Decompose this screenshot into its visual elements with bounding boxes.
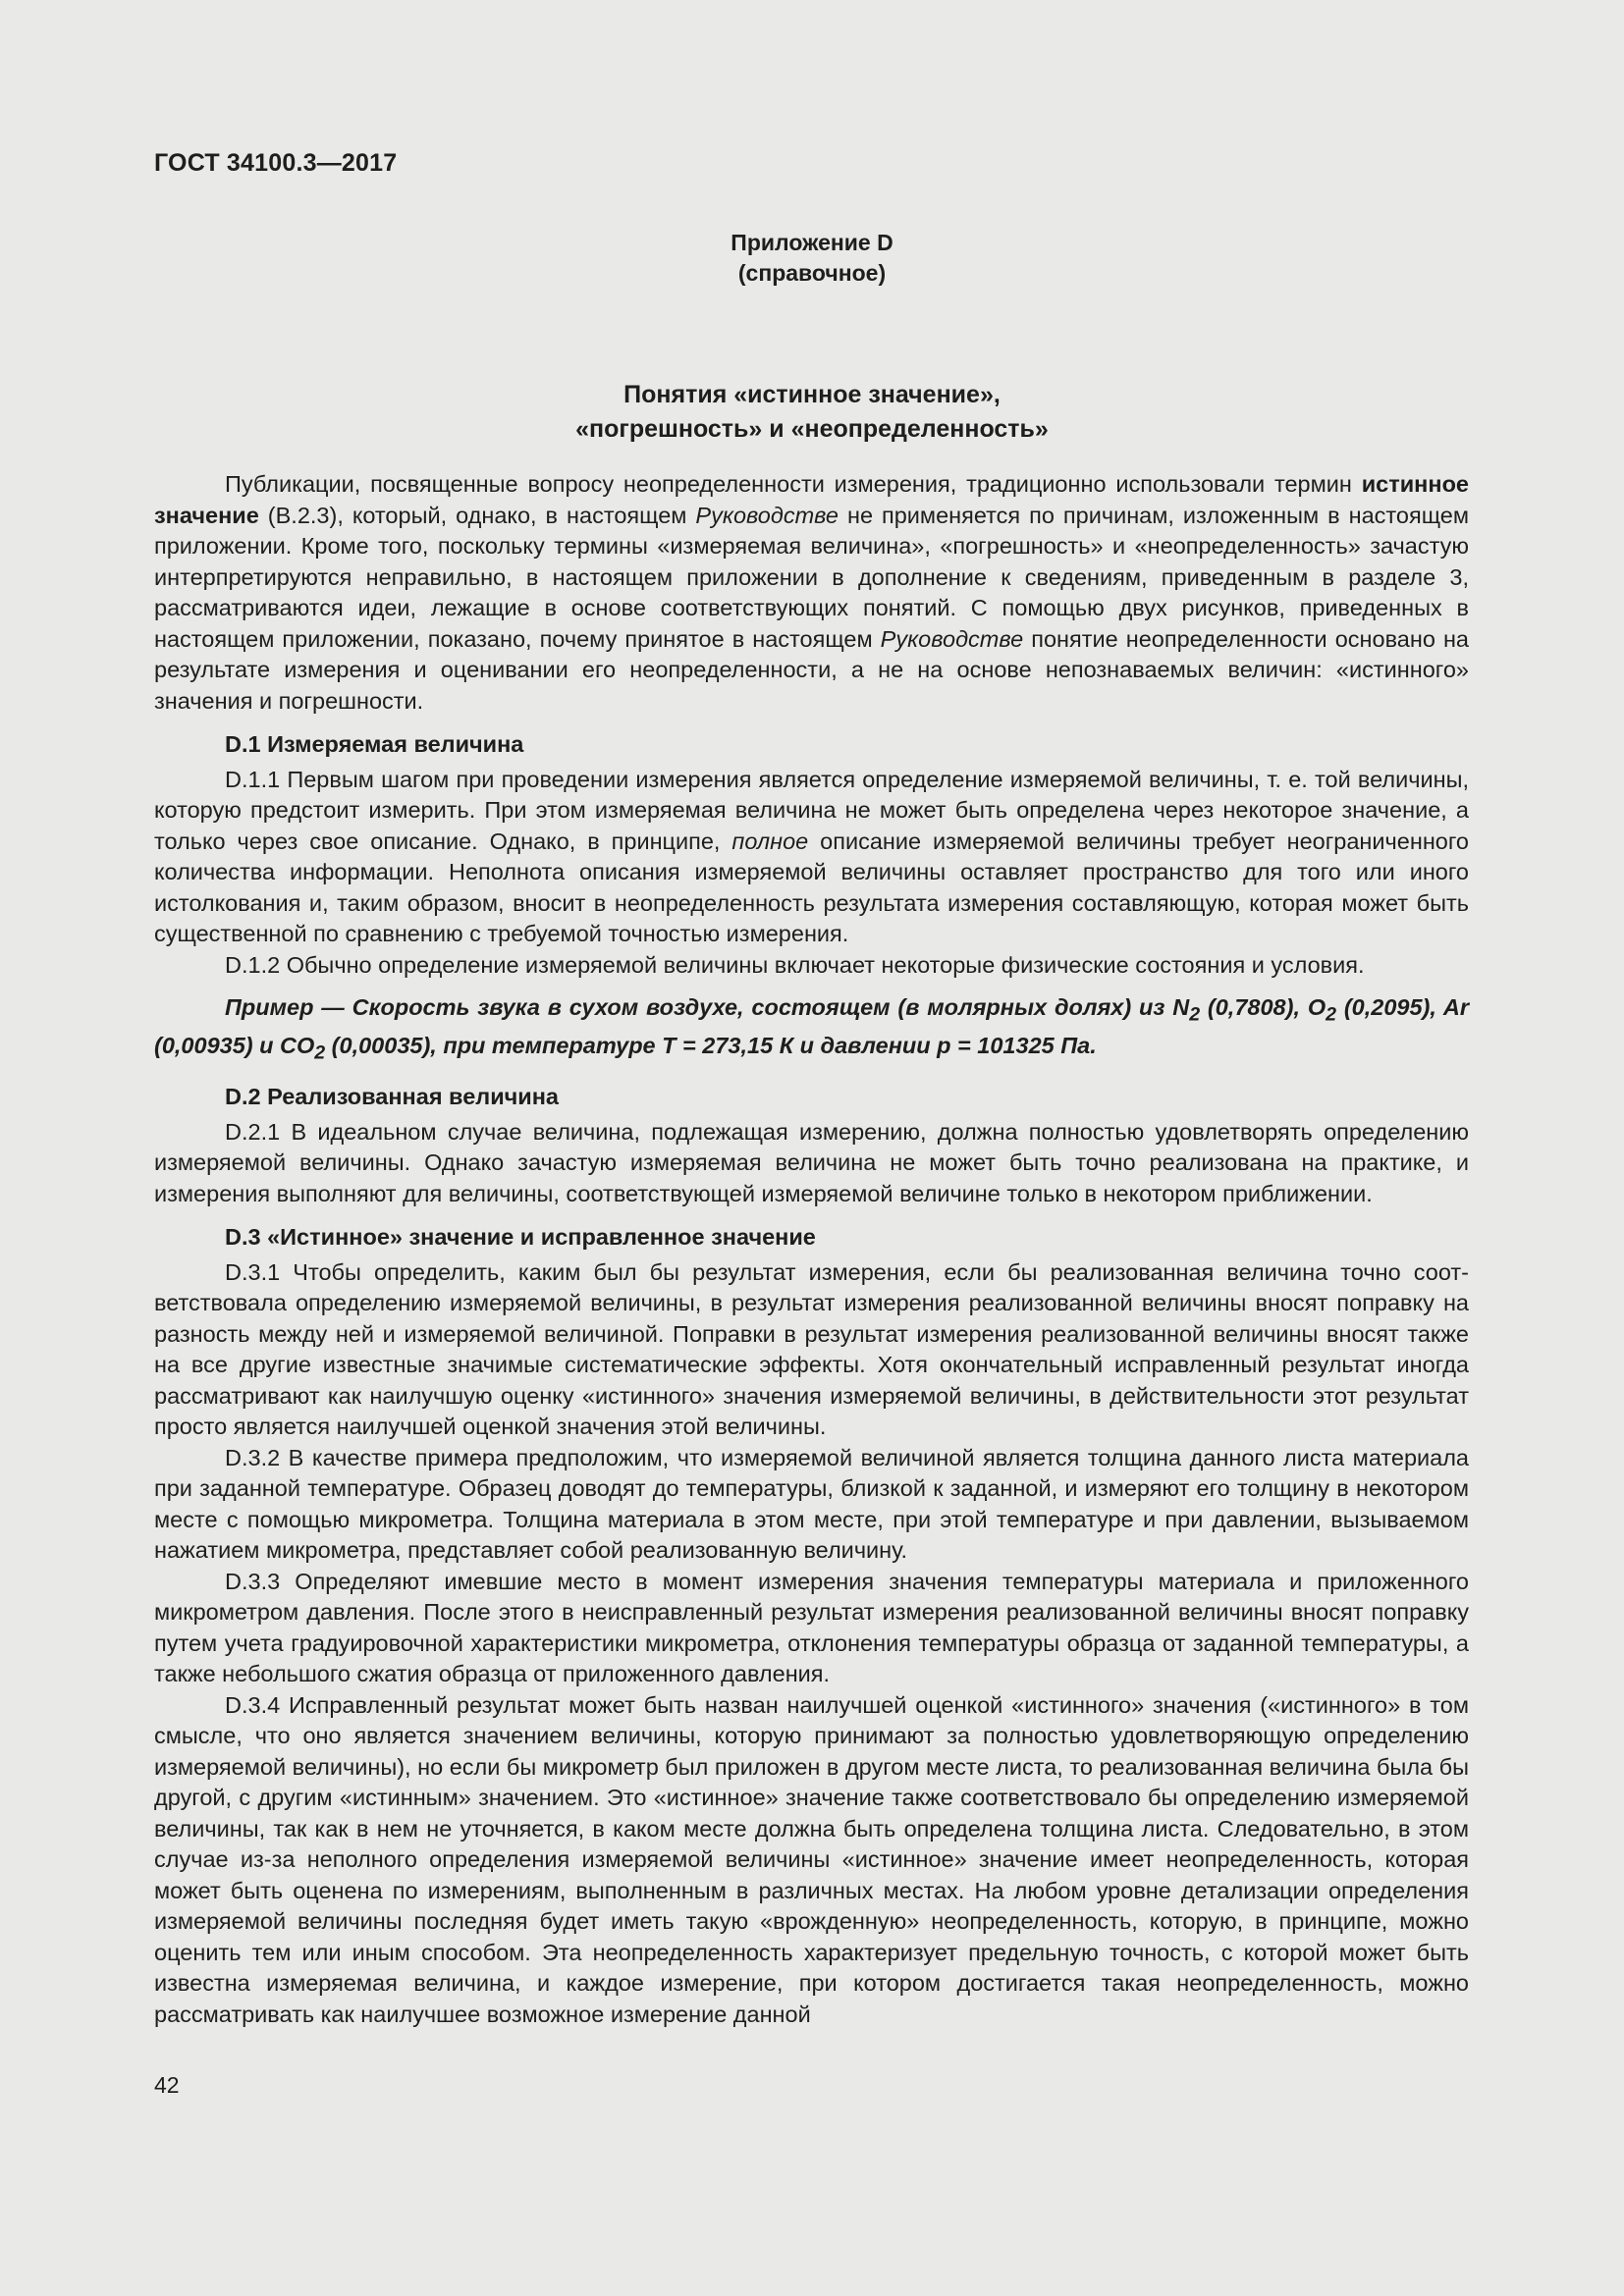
example-paragraph	[154, 992, 1469, 1069]
example-text-3: (0,2095), Ar (0,00935) и CO	[154, 994, 1469, 1059]
example-text-2: (0,7808), O	[1200, 994, 1326, 1020]
d1-1-text-2: описание измеряемой величины требует неограниченного количества информации. Неполнота описания измеряемой величины оставляет пространство для того или иного истолкования и, таким образом, вносит в неопределенность результата измерения составляющую, которая может быть существенной по сравнению с требуемой точностью измерения.	[154, 828, 1469, 946]
paragraph-d3-3: D.3.3 Определяют имевшие место в момент измерения значения температуры материала и приложенного микрометром давления. После этого в неисправленный результат измерения реализованной величины вносят поправку путем учета градуировочной характеристики микрометра, отклонения температуры образца от заданной температуры, а также небольшого сжатия образца от приложенного давления.	[154, 1568, 1469, 1687]
appendix-heading	[0, 228, 1624, 289]
example-sub-n: 2	[1189, 1003, 1201, 1026]
intro-paragraph	[154, 469, 1469, 717]
example-text-4: (0,00035), при температуре T = 273,15 К и давлении p = 101325 Па.	[325, 1033, 1097, 1059]
section-d3-heading: D.3 «Истинное» значение и исправленное значение	[225, 1224, 816, 1251]
appendix-title	[0, 378, 1624, 447]
example-sub-o: 2	[1326, 1003, 1336, 1026]
paragraph-d3-2: D.3.2 В качестве примера предположим, что измеряемой величиной является толщина данного листа материала при заданной температуре. Образец доводят до температуры, близкой к заданной, и измеряют его толщину в некотором месте с помощью микрометра. Толщина материала в этом месте, при этой температуре и при давлении, вызываемом нажатием микрометра, представляет собой реализованную величину.	[154, 1444, 1469, 1564]
paragraph-d3-1: D.3.1 Чтобы определить, каким был бы результат измерения, если бы реализованная величина точно соответствовала определению измеряемой величины, в результат измерения реализованной величины вносят поправку на разность между ней и измеряемой величиной. Поправки в результат измерения реализованной величины вносят также на все другие известные значимые систематические эффекты. Хотя окончательный исправленный результат иногда рассматривают как наилучшую оценку «истинного» значения измеряемой величины, в действительности этот результат просто является наилучшей оценкой значения этой величины.	[154, 1258, 1469, 1440]
intro-text-2: (В.2.3), который, однако, в настоящем	[258, 502, 696, 528]
intro-text-1: Публикации, посвященные вопросу неопределенности измерения, традиционно использовали термин	[225, 471, 1362, 497]
example-sub-co: 2	[314, 1041, 326, 1064]
title-line-1: Понятия «истинное значение»,	[623, 381, 1001, 408]
intro-text-4: понятие неопределенности основано на результате измерения и оценивании его неопределенности, а не на основе непознаваемых величин: «истинного» значения и погрешности.	[154, 625, 1469, 714]
intro-text-3: не применяется по причинам, изложенным в настоящем приложении. Кроме того, поскольку термины «измеряемая величина», «погрешность» и «неопределенность» зачастую интерпретируются неправильно, в настоящем приложении в дополнение к сведениям, приведенным в разделе 3, рассматриваются идеи, лежащие в основе соответствующих понятий. С помощью двух рисунков, приведенных в настоящем приложении, показано, почему принятое в настоящем	[154, 502, 1469, 652]
document-code-header: ГОСТ 34100.3—2017	[154, 149, 398, 177]
d1-1-italic: полное	[731, 828, 809, 854]
d1-1-text-1: D.1.1 Первым шагом при проведении измерения является определение измеряемой величины, т. е. той величины, которую предстоит измерить. При этом измеряемая величина не может быть определена через некоторое значение, а только через свое описание. Однако, в принципе,	[154, 766, 1469, 854]
intro-guide-2: Руководстве	[880, 625, 1024, 652]
appendix-label: Приложение D	[731, 230, 893, 255]
section-d1-heading: D.1 Измеряемая величина	[225, 731, 524, 757]
intro-guide-1: Руководстве	[695, 502, 839, 528]
appendix-type: (справочное)	[737, 260, 887, 286]
paragraph-d1-2: D.1.2 Обычно определение измеряемой величины включает некоторые физические состояния и условия.	[225, 951, 1365, 978]
example-text-1: Пример — Скорость звука в сухом воздухе, состоящем (в молярных долях) из N	[225, 994, 1190, 1020]
title-line-2: «погрешность» и «неопределенность»	[575, 415, 1049, 443]
paragraph-d2-1: D.2.1 В идеальном случае величина, подлежащая измерению, должна полностью удовлетворять определению измеряемой величины. Однако зачастую измеряемая величина не может быть точно реализована на практике, и измерения выполняют для величины, соответствующей измеряемой величине только в некотором приближении.	[154, 1118, 1469, 1206]
intro-term: истинное значение	[154, 471, 1469, 528]
page-number: 42	[154, 2072, 180, 2098]
document-body	[154, 469, 1469, 2030]
section-d2-heading: D.2 Реализованная величина	[225, 1084, 559, 1110]
paragraph-d3-4: D.3.4 Исправленный результат может быть назван наилучшей оценкой «истинного» значения («истинного» в том смысле, что оно является значением величины, которую принимают за полностью удовлетворяющую определению измеряемой величины), но если бы микрометр был приложен в другом месте листа, то реализованная величина была бы другой, с другим «истинным» значением. Это «истинное» значение также соответствовало бы определению измеряемой величины, так как в нем не уточняется, в каком месте должна быть определена толщина листа. Следовательно, в этом случае из-за неполного определения измеряемой величины «истинное» значение имеет неопределенность, которая может быть оценена по измерениям, выполненным в различных местах. На любом уровне детализации определения измеряемой величины последняя будет иметь такую «врожденную» неопределенность, которую, в принципе, можно оценить тем или иным способом. Эта неопределенность характеризует предельную точность, с которой может быть известна измеряемая величина, и каждое измерение, при котором достигается такая неопределенность, можно рассматривать как наилучшее возможное измерение данной	[154, 1691, 1469, 2027]
paragraph-d1-1	[154, 765, 1469, 950]
